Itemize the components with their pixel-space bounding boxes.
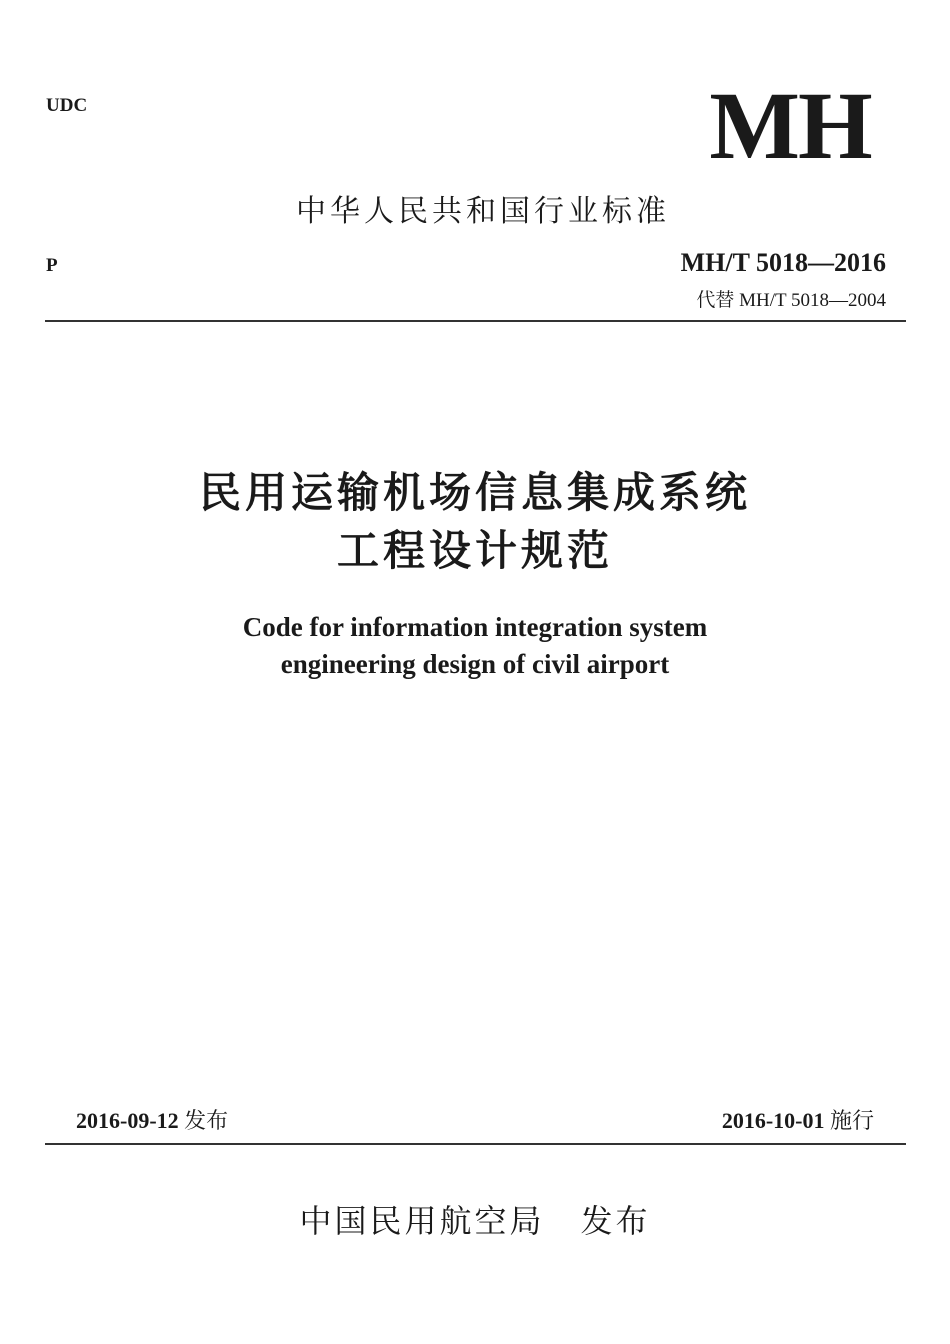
implement-date-value: 2016-10-01 (721, 1108, 825, 1133)
publisher-name: 中国民用航空局 (299, 1202, 545, 1240)
title-cn-line1: 民用运输机场信息集成系统 (198, 468, 751, 517)
bottom-divider (45, 1143, 906, 1145)
udc-label: UDC (46, 95, 88, 116)
publisher-line (0, 1196, 950, 1242)
title-en-line2: engineering design of civil airport (280, 649, 670, 679)
replaces-standard: 代替 MH/T 5018—2004 (696, 290, 886, 311)
title-cn-line2: 工程设计规范 (336, 526, 613, 575)
standard-number: MH/T 5018—2016 (680, 248, 886, 277)
issue-date-value: 2016-09-12 (76, 1108, 179, 1133)
issue-word: 发布 (184, 1109, 229, 1134)
mh-logo: MH (709, 72, 871, 179)
top-divider (45, 320, 906, 322)
title-en-line1: Code for information integration system (242, 612, 708, 642)
publisher-action: 发布 (580, 1202, 651, 1240)
issue-date (76, 1104, 228, 1135)
classification-label: P (46, 255, 58, 276)
implement-word: 施行 (829, 1109, 874, 1134)
implementation-date (722, 1104, 874, 1135)
national-standard-heading: 中华人民共和国行业标准 (296, 194, 670, 229)
